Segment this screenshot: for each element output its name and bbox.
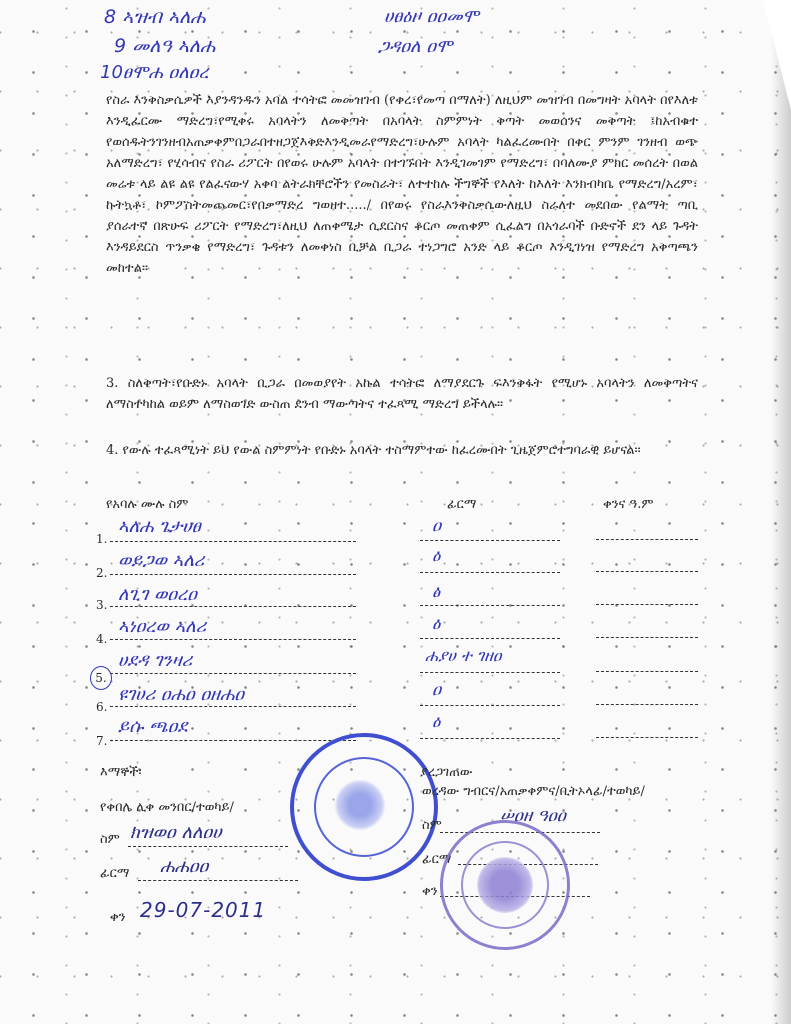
row-number: 4. [96, 632, 108, 646]
name-line [110, 639, 356, 640]
row-number: 7. [96, 734, 108, 748]
date-line [596, 604, 698, 605]
handwritten-note-right-2: ጋዳዐለ ዐሞ [378, 36, 453, 57]
handwritten-note-left-3: 10ፀሞሐ ዐለዐረ [100, 62, 209, 83]
kebele-stamp-seal [290, 733, 438, 881]
member-name: ይሱ ጫዐደ [118, 716, 188, 737]
signature-line [420, 540, 560, 541]
date-line [596, 671, 698, 672]
penalty-clause: 3. ስለቅጣት፣የቡድኑ አባላት ቢጋራ በመወያየት አኩል ተሳትፎ ለማያደርጉ ፍእንቅፋት የሚሆኑ አባላትን ለመቅጣትና ለማስተካከል ወይም ለማስወገድ ውስጠ ደንብ ማውጣትና ተፈጻሚ ማድረግ ይችላሉ። [106, 376, 698, 412]
member-signature: ዕ [432, 712, 441, 732]
verifier-name-value: ሠዐዘ ዓዐዐ [500, 806, 566, 826]
member-signature: ፅ [432, 582, 441, 602]
woreda-office-stamp-seal [440, 820, 570, 950]
date-line [596, 539, 698, 540]
name-line [110, 706, 356, 707]
kebele-rep-label: የቀበሌ ሊቀ መንበር/ተወካይ/ [100, 800, 234, 815]
row-number: 2. [96, 566, 108, 580]
name-line [110, 606, 356, 607]
witness-name-value: ክዝወዐ ለለዐሀ [130, 822, 222, 843]
row-number: 3. [96, 598, 108, 612]
member-name: ለጊገ ወዐረዐ [118, 584, 197, 605]
name-line [110, 673, 356, 674]
date-line [596, 737, 698, 738]
member-signature: ዕ [432, 614, 441, 634]
page-edge-shadow [771, 0, 791, 1024]
column-header-full-name: የአባሉ ሙሉ ስም [106, 497, 189, 512]
witness-name-line [128, 846, 288, 847]
signature-line [420, 672, 560, 673]
row-number: 1. [96, 532, 108, 546]
signature-line [420, 638, 560, 639]
member-name: ኣነዐረወ ኣለሪ [118, 616, 207, 637]
verifier-name-label: ስም [422, 818, 442, 833]
verifier-office-label: ወረዳው ግብርና/አጠቃቀምና/ቢትኦላፊ/ተወካይ/ [422, 784, 645, 799]
member-name: ሀደዳ ገንዛሪ [118, 650, 193, 671]
witnesses-title: እማኞች፡ [100, 765, 142, 780]
responsibilities-paragraph: የስራ እንቅስቃሴዎች እያንዳንዱን አባል ተሳትፎ መመዝገብ (የቀረ፣የመጣ በማለት) ለዚህም መዝገብ በመግዛት አባላት በየእለቱ እንዲፈርሙ ማድረግ፣የሚቀሩ አባላትን ለመቅጣት በአባላት ስምምነት ቅጣት መወሰንና መቅጣት ፤ከአብቁተ የወሰዱትንገንዘብአጠቃቀምበጋራበተዘጋጀእቅድእንዲመራየማድረግ፣ሁሉም አባላት ካልፈረሙበት በቀር ምንም ገንዘብ ወጭ አለማድረግ፣ የሂሳብና የስራ ሪፖርት በየወሩ ሁሉም አባላት በተገኙበት እንዲገመገም የማድረግ፣ በባለሙያ ምክር መሰረት በወል መሬቱ ላይ ልዩ ልዩ የልፈናውሃ አቀባ ልትራክቸሮችን የመስራት፣ ለተተከሉ ችግኞች የእለት ከእለት እንክብካቤ የማድረግ/አረም፣ ኩትኳቶ፣ ኮምፖስትመጨመር፣የበቃማድረ ግወዘተ...../ በየወሩ የስራእንቅስቃሴውለዚህ ስራለተ መደበው የልማት ጣቢ ያሰራተኛ በጽሁፍ ሪፖርት የማድረግ፣ለዚህ ለጠቀሜታ ሲደርስና ቆርጦ መጠቀም ሲፈልግ በአጎራባች ቡድኖች ደን ላይ ጉዳት እንዳይደርስ ጥንቃቄ የማድረግ፣ ጉዳቱን ለመቀነስ ቢቻል ቢጋራ ተነጋግሮ አንድ ላይ ቆርጦ እንዲገነዝ የማድረግ አቅጣጫን መከተል፡፡ [106, 93, 698, 276]
member-signature: ዐ [432, 516, 442, 536]
name-line [110, 574, 356, 575]
witness-signature-label: ፊርማ [100, 866, 130, 881]
witness-date-label: ቀን [110, 910, 126, 925]
verifier-signature-label: ፊርማ [422, 852, 452, 867]
name-line [110, 740, 356, 741]
signature-line [420, 738, 560, 739]
effective-date-clause: 4. የውሉ ተፈጻሚነት ይህ የውል ስምምነት የቡድኑ አባላት ተስማምተው ከፈረሙበት ጊዜጀምሮተግባራዊ ይሆናል፡፡ [106, 443, 641, 458]
row-number-circled: 5. [90, 666, 112, 690]
page-corner-fold [763, 0, 791, 110]
signature-line [420, 605, 560, 606]
witness-name-label: ስም [100, 832, 120, 847]
column-header-date: ቀንና ዓ.ም [603, 497, 654, 512]
witness-signature-value: ሐሐዐዐ [160, 856, 209, 877]
member-name: ዩገሀሪ ዐሐዐ ዐዘሐዐ [118, 684, 245, 705]
member-name: ኣለሐ ጌታሀፀ [118, 516, 201, 537]
date-line [596, 637, 698, 638]
member-signature: ሐያሀ ተ ገዘዐ [425, 646, 502, 665]
member-name: ወይጋወ ኣለሪ [118, 550, 205, 571]
signature-line [420, 572, 560, 573]
witness-signature-line [138, 880, 298, 881]
member-signature: ዕ [432, 546, 441, 566]
witness-date-value: 29-07-2011 [140, 898, 267, 922]
column-header-signature: ፊርማ [447, 497, 477, 512]
date-line [596, 704, 698, 705]
row-number: 6. [96, 700, 108, 714]
handwritten-note-right-1: ሀፀዕዞ ዐዐመሞ [384, 6, 479, 27]
signature-line [420, 705, 560, 706]
verifier-date-label: ቀን [422, 884, 438, 899]
name-line [110, 541, 356, 542]
member-signature: ዐ [432, 680, 442, 700]
handwritten-note-left-1: 8 ኣዝብ ኣለሐ [104, 6, 206, 28]
verifier-title: ያረጋገጠው [420, 765, 473, 780]
date-line [596, 571, 698, 572]
handwritten-note-left-2: 9 መለዓ ኣለሐ [114, 35, 216, 57]
